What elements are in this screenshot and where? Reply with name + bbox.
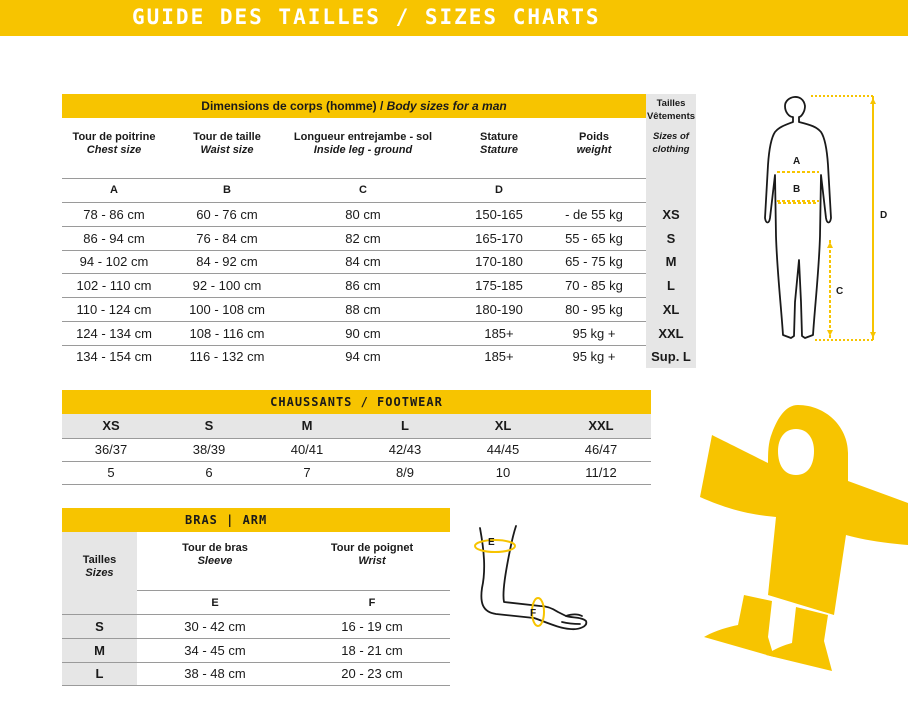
cell-leg: 80 cm — [345, 207, 381, 222]
cell-waist: 84 - 92 cm — [196, 254, 258, 270]
cell-stature: 170-180 — [475, 254, 523, 270]
cell-waist: 76 - 84 cm — [196, 230, 258, 246]
col-head-stature-en: Stature — [480, 144, 518, 156]
col-letter-d: D — [495, 184, 503, 196]
arm-head-sleeve — [150, 542, 280, 568]
footwear-cell-sizes: XL — [494, 418, 512, 433]
cell-size: S — [666, 230, 676, 246]
cell-stature: 185+ — [484, 325, 514, 341]
col-head-chest-fr: Tour de poitrine — [72, 131, 156, 143]
sizes-header-fr — [646, 97, 696, 123]
cell-waist: 92 - 100 cm — [192, 278, 262, 294]
sizes-header-en-line1: Sizes of — [653, 131, 689, 142]
cell-stature: 165-170 — [475, 230, 523, 246]
col-head-stature — [459, 131, 539, 157]
arm-head-sizes-fr: Tailles — [82, 554, 117, 566]
divider — [62, 178, 646, 179]
cell-weight: 65 - 75 kg — [565, 254, 623, 270]
divider — [62, 202, 646, 203]
col-head-weight-fr: Poids — [579, 131, 609, 143]
cell-size: XS — [662, 207, 680, 222]
cell-leg: 84 cm — [345, 254, 381, 270]
body-silhouette-icon — [755, 90, 905, 345]
col-head-leg-fr: Longueur entrejambe - sol — [293, 131, 433, 143]
page-title: GUIDE DES TAILLES / SIZES CHARTS — [132, 5, 601, 29]
divider — [62, 638, 450, 639]
arm-label-e: E — [488, 537, 495, 548]
body-table-title — [62, 94, 646, 118]
divider — [62, 685, 450, 686]
divider — [62, 250, 646, 251]
cell-leg: 94 cm — [345, 349, 381, 365]
col-head-leg-en: Inside leg - ground — [313, 144, 413, 156]
sizes-header-fr-line1: Tailles — [656, 98, 686, 109]
cell-chest: 86 - 94 cm — [83, 230, 145, 246]
cell-weight: 80 - 95 kg — [565, 301, 623, 317]
cell-chest: 110 - 124 cm — [76, 301, 152, 317]
body-table-title-en: Body sizes for a man — [386, 99, 507, 113]
arm-letter-e: E — [211, 597, 219, 609]
divider — [62, 662, 450, 663]
col-head-chest — [62, 131, 166, 157]
cell-weight: 95 kg + — [572, 349, 616, 365]
footwear-cell-eu: 42/43 — [388, 442, 422, 457]
body-label-c: C — [836, 286, 844, 297]
footwear-cell-eu: 40/41 — [290, 442, 324, 457]
col-letter-c: C — [359, 184, 367, 196]
cell-chest: 94 - 102 cm — [79, 254, 149, 270]
footwear-cell-sizes: M — [301, 418, 313, 433]
col-head-chest-en: Chest size — [86, 144, 142, 156]
cell-waist: 116 - 132 cm — [189, 349, 265, 365]
cell-leg: 82 cm — [345, 230, 381, 246]
divider — [62, 345, 646, 346]
cell-size: M — [665, 254, 677, 270]
cell-weight: 55 - 65 kg — [565, 230, 623, 246]
divider — [62, 273, 646, 274]
arm-cell-size: L — [95, 666, 104, 681]
body-label-b: B — [793, 184, 801, 195]
arm-letter-f: F — [368, 597, 376, 609]
arm-head-sleeve-en: Sleeve — [197, 555, 233, 567]
footwear-cell-uk: 5 — [107, 465, 115, 480]
cell-weight: 70 - 85 kg — [565, 278, 623, 294]
cell-chest: 78 - 86 cm — [83, 207, 145, 222]
arm-head-wrist-en: Wrist — [358, 555, 386, 567]
footwear-cell-uk: 8/9 — [395, 465, 415, 480]
arm-head-wrist — [294, 542, 450, 568]
cell-stature: 150-165 — [475, 207, 523, 222]
arm-title: BRAS | ARM — [185, 513, 268, 527]
col-head-waist-fr: Tour de taille — [193, 131, 261, 143]
cell-size: Sup. L — [651, 349, 691, 365]
col-head-waist — [172, 131, 282, 157]
footwear-cell-sizes: XS — [102, 418, 120, 433]
col-head-stature-fr: Stature — [480, 131, 518, 143]
cell-leg: 88 cm — [345, 301, 381, 317]
footwear-cell-sizes: XXL — [588, 418, 614, 433]
footwear-cell-eu: 44/45 — [486, 442, 520, 457]
col-letter-a: A — [110, 184, 118, 196]
cell-weight: 95 kg + — [572, 325, 616, 341]
col-head-weight-en: weight — [576, 144, 612, 156]
cell-leg: 86 cm — [345, 278, 381, 294]
arm-head-sizes-en: Sizes — [85, 567, 114, 579]
arm-head-sleeve-fr: Tour de bras — [182, 542, 248, 554]
cell-waist: 100 - 108 cm — [189, 301, 265, 317]
cell-weight: - de 55 kg — [565, 207, 623, 222]
cell-size: XXL — [658, 325, 684, 341]
divider — [62, 321, 646, 322]
arm-cell-sleeve: 34 - 45 cm — [184, 642, 246, 658]
sizes-header-en-line2: clothing — [652, 144, 690, 155]
body-label-d: D — [880, 210, 888, 221]
divider — [62, 484, 651, 485]
col-head-waist-en: Waist size — [200, 144, 254, 156]
divider — [137, 590, 450, 591]
cell-chest: 134 - 154 cm — [76, 349, 152, 365]
cell-chest: 102 - 110 cm — [76, 278, 152, 294]
sizes-header-fr-line2: Vêtements — [646, 111, 696, 122]
arm-cell-wrist: 16 - 19 cm — [341, 619, 403, 634]
arm-head-sizes — [62, 554, 137, 580]
divider — [62, 297, 646, 298]
cell-stature: 185+ — [484, 349, 514, 365]
arm-silhouette-icon — [462, 520, 602, 640]
footwear-cell-uk: 11/12 — [585, 465, 617, 480]
footwear-cell-uk: 7 — [303, 465, 311, 480]
body-label-a: A — [793, 156, 801, 167]
cell-size: L — [667, 278, 675, 294]
footwear-cell-uk: 10 — [495, 465, 511, 480]
footwear-cell-uk: 6 — [205, 465, 213, 480]
col-head-weight — [554, 131, 634, 157]
raincoat-icon — [700, 405, 908, 675]
divider — [62, 226, 646, 227]
arm-cell-sleeve: 30 - 42 cm — [184, 619, 246, 634]
cell-chest: 124 - 134 cm — [76, 325, 152, 341]
arm-cell-size: S — [95, 619, 104, 634]
arm-cell-wrist: 18 - 21 cm — [341, 642, 403, 658]
arm-cell-sleeve: 38 - 48 cm — [184, 666, 246, 681]
footwear-cell-eu: 38/39 — [192, 442, 226, 457]
body-table-title-fr: Dimensions de corps (homme) / — [201, 99, 387, 113]
footwear-cell-eu: 46/47 — [584, 442, 618, 457]
col-head-leg — [283, 131, 443, 157]
arm-cell-wrist: 20 - 23 cm — [341, 666, 403, 681]
col-letter-b: B — [223, 184, 231, 196]
divider — [62, 614, 450, 615]
sizes-header-en — [646, 130, 696, 156]
footwear-cell-sizes: S — [204, 418, 214, 433]
cell-leg: 90 cm — [345, 325, 381, 341]
footwear-cell-sizes: L — [401, 418, 409, 433]
cell-waist: 108 - 116 cm — [189, 325, 265, 341]
arm-label-f: F — [530, 608, 537, 619]
cell-stature: 175-185 — [475, 278, 523, 294]
divider — [62, 438, 651, 439]
cell-stature: 180-190 — [475, 301, 523, 317]
divider — [62, 461, 651, 462]
cell-size: XL — [662, 301, 680, 317]
arm-cell-size: M — [94, 642, 105, 658]
footwear-title: CHAUSSANTS / FOOTWEAR — [270, 395, 443, 409]
footwear-cell-eu: 36/37 — [94, 442, 128, 457]
arm-head-wrist-fr: Tour de poignet — [330, 542, 414, 554]
cell-waist: 60 - 76 cm — [196, 207, 258, 222]
